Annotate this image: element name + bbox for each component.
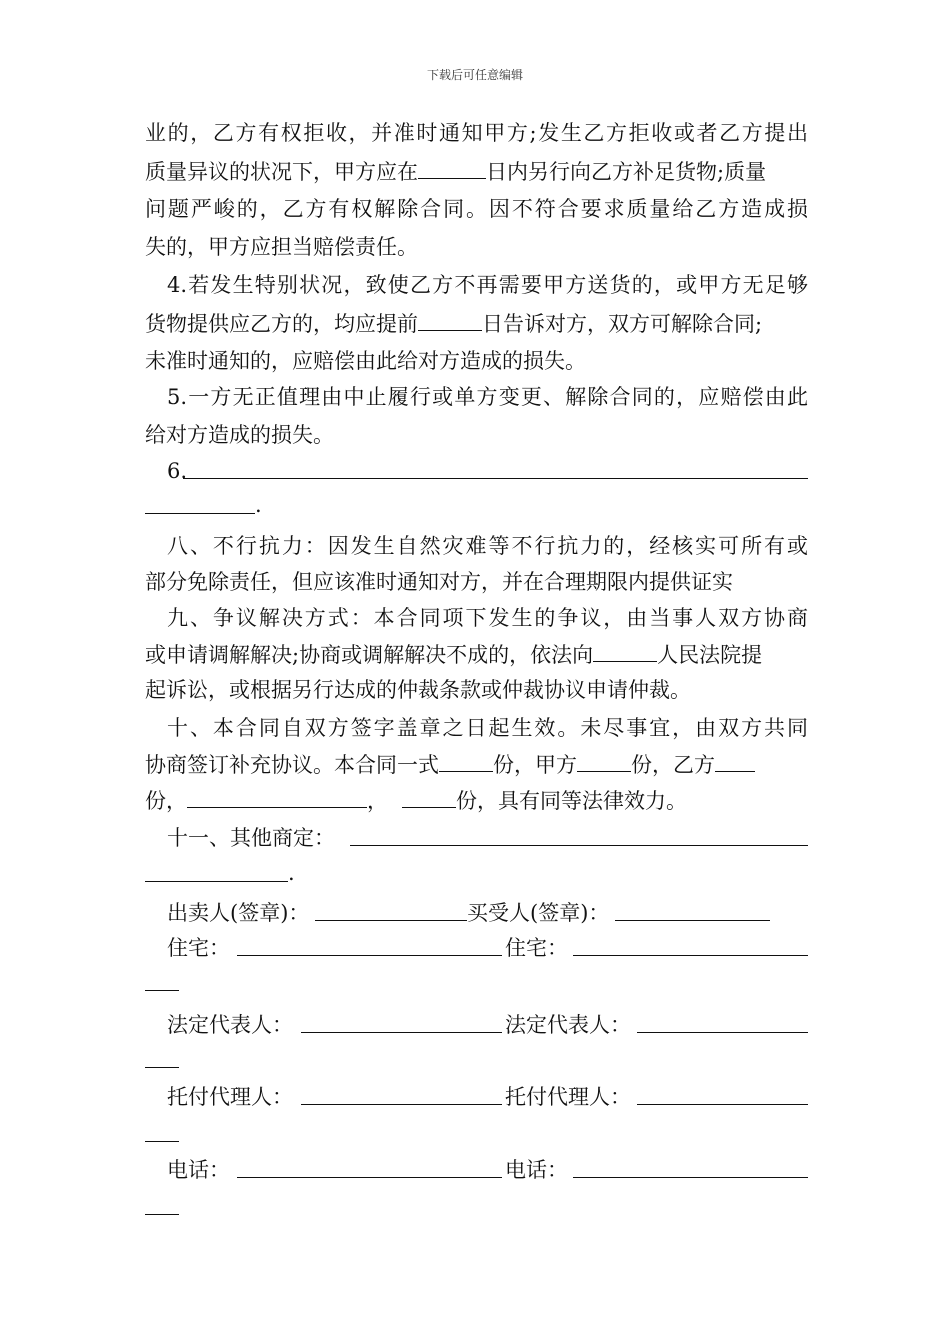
buyer-phone-field[interactable] <box>573 1176 808 1178</box>
buyer-agent-label: 托付代理人： <box>505 1085 631 1109</box>
blank-field[interactable] <box>350 844 808 846</box>
blank-field[interactable] <box>145 512 255 514</box>
seller-phone-field[interactable] <box>237 1176 502 1178</box>
text: 货物提供应乙方的，均应提前 <box>145 312 418 336</box>
paragraph-line: 失的，甲方应担当赔偿责任。 <box>145 235 418 259</box>
paragraph-line: 业的，乙方有权拒收，并准时通知甲方;发生乙方拒收或者乙方提出 <box>145 121 808 145</box>
paragraph-line <box>145 310 762 337</box>
paragraph-line <box>145 641 762 668</box>
seller-address-field[interactable] <box>237 954 502 956</box>
page-header: 下载后可任意编辑 <box>426 68 523 82</box>
buyer-agent-field-cont[interactable] <box>145 1140 179 1142</box>
blank-field[interactable] <box>402 787 456 808</box>
buyer-phone-label: 电话： <box>505 1158 568 1182</box>
blank-field[interactable] <box>593 641 657 662</box>
text: . <box>255 493 262 517</box>
text: 日内另行向乙方补足货物;质量 <box>486 160 767 184</box>
section-8-line: 八、不行抗力：因发生自然灾难等不行抗力的，经核实可所有或 <box>167 534 808 558</box>
buyer-legal-rep-field-cont[interactable] <box>145 1066 179 1068</box>
blank-field[interactable] <box>439 751 493 772</box>
paragraph-line <box>145 787 687 814</box>
buyer-address-label: 住宅： <box>505 936 568 960</box>
blank-field[interactable] <box>183 477 808 479</box>
text: 质量异议的状况下，甲方应在 <box>145 160 418 184</box>
seller-phone-label: 电话： <box>167 1158 230 1182</box>
paragraph-line: 未准时通知的，应赔偿由此给对方造成的损失。 <box>145 349 586 373</box>
paragraph-line <box>145 751 755 778</box>
seller-signature-field[interactable] <box>315 919 467 921</box>
paragraph-line: 起诉讼，或根据另行达成的仲裁条款或仲裁协议申请仲裁。 <box>145 678 691 702</box>
paragraph-line: 问题严峻的，乙方有权解除合同。因不符合要求质量给乙方造成损 <box>145 197 808 221</box>
blank-field[interactable] <box>418 310 482 331</box>
buyer-signature-label: 买受人(签章)： <box>467 901 610 925</box>
section-9-line: 九、争议解决方式：本合同项下发生的争议，由当事人双方协商 <box>167 606 808 630</box>
seller-agent-field[interactable] <box>301 1103 502 1105</box>
text: 份，具有同等法律效力。 <box>456 789 687 813</box>
seller-agent-label: 托付代理人： <box>167 1085 293 1109</box>
section-10-line: 十、本合同自双方签字盖章之日起生效。未尽事宜，由双方共同 <box>167 716 808 740</box>
seller-legal-rep-label: 法定代表人： <box>167 1013 293 1037</box>
blank-field[interactable] <box>187 787 367 808</box>
text: 日告诉对方，双方可解除合同; <box>482 312 763 336</box>
text: 人民法院提 <box>657 643 763 667</box>
text: 份，甲方 <box>493 753 577 777</box>
text: 份， <box>145 789 187 813</box>
text: ， <box>367 789 388 813</box>
blank-field[interactable] <box>145 880 288 882</box>
blank-field[interactable] <box>715 751 755 772</box>
clause-4-line: 4.若发生特别状况，致使乙方不再需要甲方送货的，或甲方无足够 <box>167 273 808 297</box>
buyer-legal-rep-field[interactable] <box>637 1031 808 1033</box>
buyer-legal-rep-label: 法定代表人： <box>505 1013 631 1037</box>
paragraph-line <box>145 158 766 185</box>
buyer-signature-field[interactable] <box>615 919 770 921</box>
paragraph-line: 给对方造成的损失。 <box>145 423 334 447</box>
paragraph-line: 部分免除责任，但应该准时通知对方，并在合理期限内提供证实 <box>145 570 733 594</box>
text: 份，乙方 <box>631 753 715 777</box>
buyer-agent-field[interactable] <box>637 1103 808 1105</box>
buyer-address-field[interactable] <box>573 954 808 956</box>
text: . <box>288 861 295 885</box>
seller-address-label: 住宅： <box>167 936 230 960</box>
text: 或申请调解解决;协商或调解解决不成的，依法向 <box>145 643 594 667</box>
section-11-label: 十一、其他商定： <box>167 826 335 850</box>
buyer-address-field-cont[interactable] <box>145 989 179 991</box>
text: 协商签订补充协议。本合同一式 <box>145 753 439 777</box>
blank-field[interactable] <box>418 158 486 179</box>
clause-5-line: 5.一方无正值理由中止履行或单方变更、解除合同的，应赔偿由此 <box>167 385 808 409</box>
seller-signature-label: 出卖人(签章)： <box>167 901 310 925</box>
seller-legal-rep-field[interactable] <box>301 1031 502 1033</box>
clause-6-number: 6. <box>167 459 188 483</box>
blank-field[interactable] <box>577 751 631 772</box>
buyer-phone-field-cont[interactable] <box>145 1213 179 1215</box>
